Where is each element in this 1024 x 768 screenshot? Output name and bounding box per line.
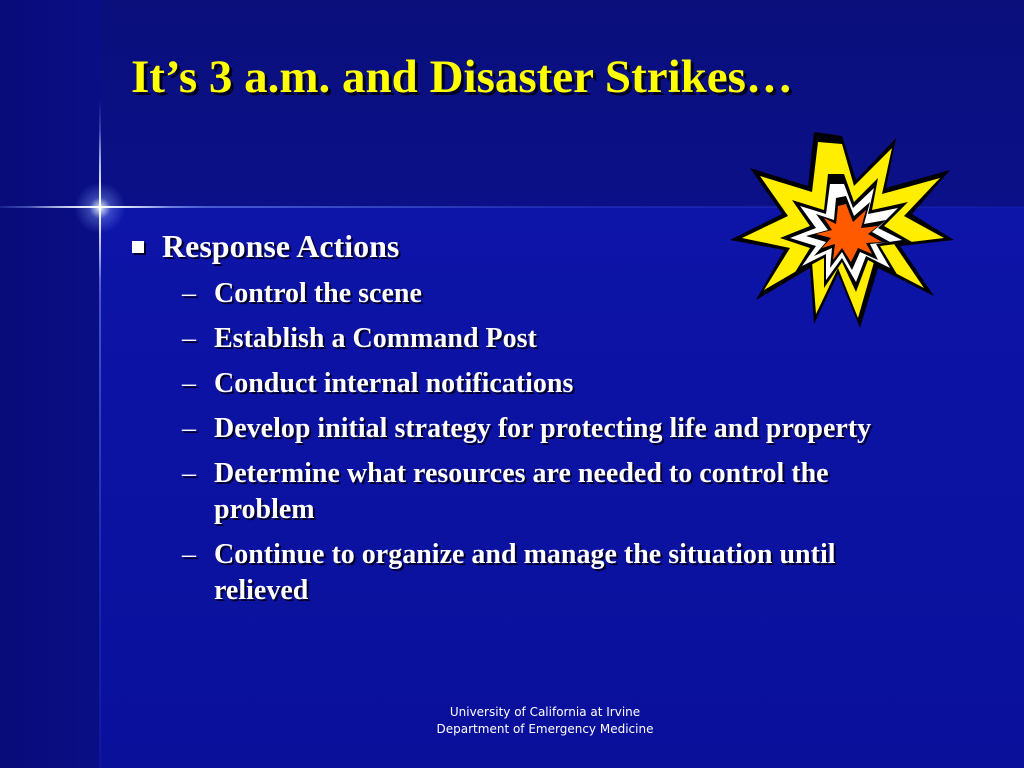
sub-bullet-item [182,276,928,312]
dash-bullet: – [182,278,196,309]
lens-flare-sparkle-horizontal [30,206,170,208]
main-bullet-item [128,226,928,266]
footer-institution: University of California at Irvine [449,705,641,719]
sub-bullet-item [182,456,928,528]
dash-bullet: – [182,323,196,354]
sub-bullet-text: Control the scene [214,278,422,309]
square-bullet-icon [132,241,144,253]
sub-bullet-item [182,366,928,402]
dash-bullet: – [182,413,196,444]
dash-bullet: – [182,368,196,399]
sub-bullet-text: Conduct internal notifications [214,368,574,399]
sub-bullet-text: Establish a Command Post [214,323,537,354]
sub-bullet-item [182,411,928,447]
slide-footer [345,704,745,738]
sub-bullet-text: Continue to organize and manage the situation until relieved [214,539,836,606]
left-background-strip [0,0,100,768]
sub-bullet-text: Develop initial strategy for protecting life and property [214,413,872,444]
sub-bullet-item [182,537,928,609]
dash-bullet: – [182,539,196,570]
slide-title: It’s 3 a.m. and Disaster Strikes… [131,51,793,103]
sub-bullet-item [182,321,928,357]
footer-department: Department of Emergency Medicine [436,722,654,736]
bullet-content [128,226,928,618]
main-bullet-text: Response Actions [162,228,400,264]
dash-bullet: – [182,458,196,489]
lens-flare-sparkle-vertical [99,130,101,280]
sub-bullet-text: Determine what resources are needed to control the problem [214,458,829,525]
sub-bullet-list [128,276,928,609]
